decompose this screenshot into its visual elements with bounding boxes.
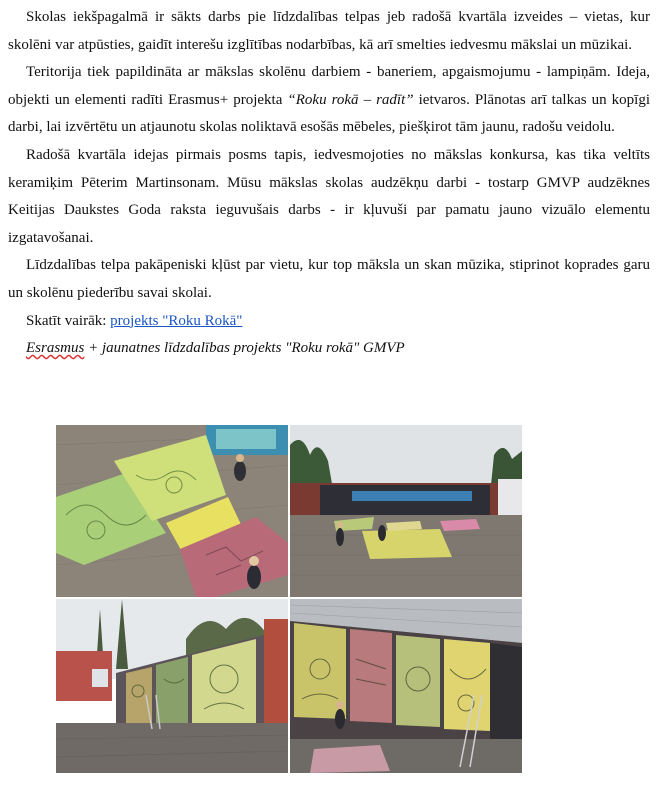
paragraph-2-text: Teritorija tiek papildināta ar mākslas skolēnu darbiem - baneriem, apgaismojumu - lampiņām. Ideja, objekti un elementi radīti Erasmus+ projekta [8,64,650,108]
caption-rest: + jaunatnes līdzdalības projekts "Roku rokā" GMVP [84,340,405,357]
photo-wall-murals-side [56,599,288,773]
paragraph-1: Skolas iekšpagalmā ir sākts darbs pie līdzdalības telpas jeb radošā kvartāla izveides – vietas, kur skolēni var atpūsties, gaidīt interešu izglītības nodarbības, kā arī smelties iedvesmu mākslai un mūzikai. [8,9,650,53]
paragraph-3: Radošā kvartāla idejas pirmais posms tapis, iedvesmojoties no mākslas konkursa, kas tika veltīts keramiķim Pēterim Martinsonam. Mūsu mākslas skolas audzēkņu darbi - tostarp GMVP audzēknes Keitijas Daukstes Goda raksta ieguvušais darbs - ir kļuvuši par pamatu jauno vizuālo elementu izgatavošanai. [8,146,650,246]
paragraph-2-tail: ietvaros. Plānotas arī talkas un kopīgi darbi, lai izvērtētu un atjaunotu skolas noliktavā esošās mēbeles, piešķirot tām jaunu, radošu veidolu. [8,91,650,136]
project-link[interactable]: projekts "Roku Rokā" [110,312,243,329]
photo-banners-on-ground [56,425,288,597]
photo-collage [56,425,522,773]
paragraph-2 [8,59,650,142]
photo-wall-murals-front [290,599,522,773]
more-line [8,308,650,336]
more-label: Skatīt vairāk: [26,312,107,329]
project-name-quote: “Roku rokā – radīt” [287,91,414,108]
document-body [8,4,650,363]
photo-caption [8,335,650,363]
paragraph-4: Līdzdalības telpa pakāpeniski kļūst par vietu, kur top māksla un skan mūzika, stiprinot koprades garu un skolēnu piederību savai skolai. [8,257,650,301]
misspelled-word: Esrasmus [26,340,85,357]
photo-courtyard-banners [290,425,522,597]
